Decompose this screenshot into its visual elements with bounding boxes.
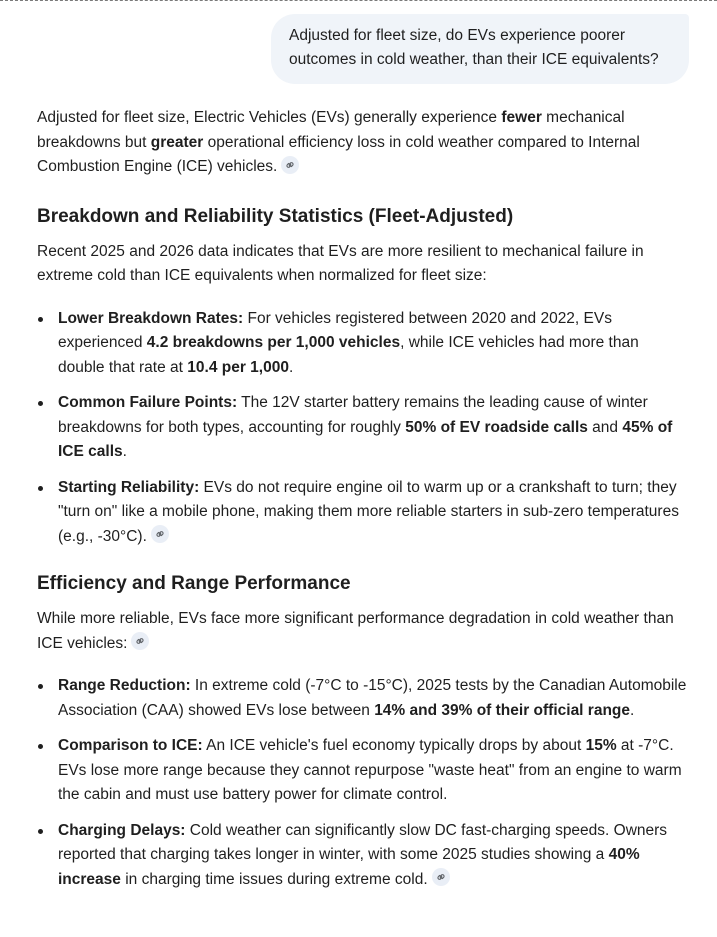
list-item-text: EVs do not require engine oil to warm up or a crankshaft to turn; they "turn on" like a mobile phone, making them more reliable starters in sub-zero temperatures (e.g., -30°C).	[58, 478, 679, 545]
intro-text: mechanical breakdowns but	[37, 109, 625, 151]
list-item-text: .	[288, 358, 294, 376]
list-item-text: in charging time issues during extreme cold.	[120, 870, 428, 888]
list-item-label: Lower Breakdown Rates:	[58, 309, 244, 327]
list-item	[37, 819, 689, 893]
section-lead-breakdown: Recent 2025 and 2026 data indicates that EVs are more resilient to mechanical failure in extreme cold than ICE equivalents when normalized for fleet size:	[37, 242, 644, 284]
list-item-label: Charging Delays:	[58, 821, 186, 839]
list-item-text: and	[587, 418, 623, 436]
list-item-text: For vehicles registered between 2020 and 2022, EVs experienced	[58, 309, 612, 351]
section-heading-efficiency: Efficiency and Range Performance	[37, 573, 351, 594]
list-item	[37, 476, 689, 550]
user-prompt-bubble	[271, 14, 689, 84]
list-item-label: Comparison to ICE:	[58, 737, 203, 754]
section-lead-text: While more reliable, EVs face more significant performance degradation in cold weather than ICE vehicles:	[37, 610, 674, 652]
source-link-icon[interactable]	[432, 868, 450, 886]
list-item-bold: 45% of ICE calls	[58, 418, 673, 460]
list-item	[37, 391, 689, 465]
list-item-bold: 10.4 per 1,000	[187, 358, 289, 376]
efficiency-list	[37, 674, 689, 892]
list-item-label: Common Failure Points:	[58, 394, 238, 411]
user-prompt-text: Adjusted for fleet size, do EVs experience poorer outcomes in cold weather, than their ICE equivalents?	[289, 27, 659, 68]
list-item-bold: 15%	[585, 737, 617, 754]
source-link-icon[interactable]	[131, 632, 149, 650]
list-item-text: In extreme cold (-7°C to -15°C), 2025 tests by the Canadian Automobile Association (CAA) showed EVs lose between	[58, 677, 687, 719]
list-item-bold: 4.2 breakdowns per 1,000 vehicles	[146, 334, 401, 351]
list-item-text: Cold weather can significantly slow DC fast-charging speeds. Owners reported that charging takes longer in winter, with some 2025 studies showing a	[58, 821, 668, 863]
list-item-text: An ICE vehicle's fuel economy typically drops by about	[202, 737, 586, 754]
list-item-text: .	[122, 443, 127, 460]
intro-bold: greater	[150, 133, 204, 151]
list-item	[37, 734, 689, 808]
intro-paragraph	[37, 106, 689, 180]
section-lead-efficiency	[37, 607, 689, 656]
source-link-icon[interactable]	[151, 525, 169, 543]
list-item	[37, 307, 689, 381]
intro-bold: fewer	[501, 109, 542, 126]
list-item-text: , while ICE vehicles had more than double that rate at	[58, 334, 639, 376]
source-link-icon[interactable]	[281, 156, 299, 174]
list-item-bold: 40% increase	[58, 846, 640, 888]
list-item-text: .	[630, 701, 635, 719]
intro-text: operational efficiency loss in cold weather compared to Internal Combustion Engine (ICE) vehicles.	[37, 133, 640, 175]
model-response	[37, 106, 689, 903]
list-item-bold: 14% and 39% of their official range	[374, 701, 631, 719]
list-item-label: Starting Reliability:	[58, 478, 200, 496]
list-item-text: The 12V starter battery remains the leading cause of winter breakdowns for both types, accounting for roughly	[58, 394, 648, 436]
section-heading-breakdown: Breakdown and Reliability Statistics (Fleet-Adjusted)	[37, 205, 514, 227]
list-item	[37, 674, 689, 723]
intro-text: Adjusted for fleet size, Electric Vehicles (EVs) generally experience	[37, 109, 502, 126]
top-divider	[0, 0, 717, 1]
breakdown-list	[37, 307, 689, 550]
list-item-text: at -7°C. EVs lose more range because they cannot repurpose "waste heat" from an engine to warm the cabin and must use battery power for climate control.	[58, 737, 682, 803]
list-item-bold: 50% of EV roadside calls	[405, 418, 588, 436]
list-item-label: Range Reduction:	[58, 677, 191, 694]
